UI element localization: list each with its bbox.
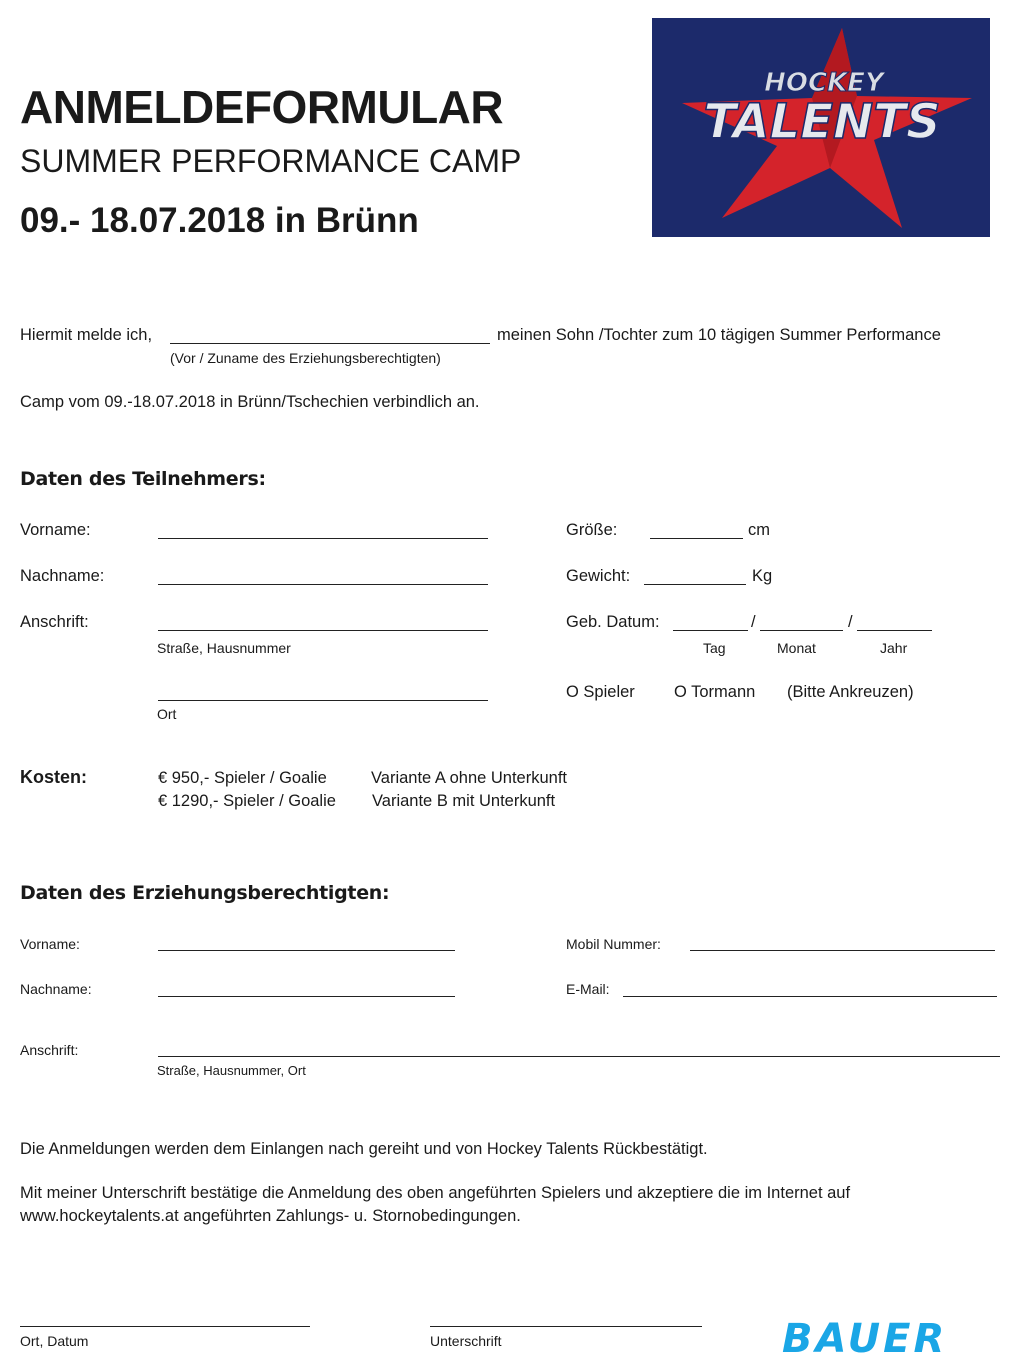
birth-label: Geb. Datum: (566, 613, 660, 631)
email-label: E-Mail: (566, 981, 610, 997)
email-field[interactable] (623, 996, 997, 997)
intro-tail: meinen Sohn /Tochter zum 10 tägigen Summer Performance (497, 326, 941, 344)
participant-street-field[interactable] (158, 630, 488, 631)
participant-firstname-label: Vorname: (20, 521, 91, 539)
guardian-heading: Daten des Erziehungsberechtigten: (20, 882, 390, 904)
note-terms-line1: Mit meiner Unterschrift bestätige die Anmeldung des oben angeführten Spielers und akzeptiere die im Internet auf (20, 1184, 851, 1202)
participant-address-label: Anschrift: (20, 613, 89, 631)
guardian-address-label: Anschrift: (20, 1042, 79, 1058)
guardian-firstname-label: Vorname: (20, 936, 80, 952)
weight-field[interactable] (644, 584, 746, 585)
signature-label: Unterschrift (430, 1333, 502, 1349)
cost-variant-b: Variante B mit Unterkunft (372, 792, 556, 810)
participant-heading: Daten des Teilnehmers: (20, 468, 266, 490)
player-option[interactable]: O Spieler (566, 683, 635, 701)
guardian-name-line[interactable] (170, 343, 490, 344)
form-title: ANMELDEFORMULAR (20, 81, 504, 133)
birth-day-field[interactable] (673, 630, 748, 631)
bauer-logo: BAUER (782, 1316, 948, 1362)
city-hint: Ort (157, 706, 177, 722)
goalie-option[interactable]: O Tormann (674, 683, 756, 701)
month-hint: Monat (777, 640, 816, 656)
signature-field[interactable] (430, 1326, 702, 1327)
place-date-field[interactable] (20, 1326, 310, 1327)
birth-sep-1: / (751, 613, 756, 631)
hockey-talents-logo (652, 18, 990, 237)
guardian-lastname-label: Nachname: (20, 981, 92, 997)
costs-label: Kosten: (20, 767, 87, 787)
intro-hint: (Vor / Zuname des Erziehungsberechtigten) (170, 350, 441, 366)
cost-price-b: € 1290,- Spieler / Goalie (158, 792, 336, 810)
note-terms-line2: www.hockeytalents.at angeführten Zahlungs- u. Stornobedingungen. (20, 1207, 521, 1225)
star-logo-icon (652, 18, 990, 237)
guardian-firstname-field[interactable] (158, 950, 455, 951)
cost-variant-a: Variante A ohne Unterkunft (371, 769, 567, 787)
logo-line1: HOCKEY (764, 68, 884, 98)
cost-price-a: € 950,- Spieler / Goalie (158, 769, 327, 787)
form-subtitle: SUMMER PERFORMANCE CAMP (20, 143, 522, 179)
guardian-address-field[interactable] (158, 1056, 1000, 1057)
weight-unit: Kg (752, 567, 773, 585)
birth-sep-2: / (848, 613, 853, 631)
mobile-label: Mobil Nummer: (566, 936, 661, 952)
guardian-address-hint: Straße, Hausnummer, Ort (157, 1063, 306, 1078)
year-hint: Jahr (880, 640, 908, 656)
logo-line2: TALENTS (703, 94, 941, 150)
mobile-field[interactable] (690, 950, 995, 951)
day-hint: Tag (703, 640, 726, 656)
height-field[interactable] (650, 538, 743, 539)
participant-city-field[interactable] (158, 700, 488, 701)
birth-month-field[interactable] (760, 630, 843, 631)
participant-firstname-field[interactable] (158, 538, 488, 539)
intro-lead: Hiermit melde ich, (20, 326, 153, 344)
guardian-lastname-field[interactable] (158, 996, 455, 997)
tick-hint: (Bitte Ankreuzen) (787, 683, 914, 701)
street-hint: Straße, Hausnummer (157, 640, 291, 656)
note-ranking: Die Anmeldungen werden dem Einlangen nach gereiht und von Hockey Talents Rückbestätigt. (20, 1140, 708, 1158)
height-unit: cm (748, 521, 770, 539)
place-date-label: Ort, Datum (20, 1333, 89, 1349)
weight-label: Gewicht: (566, 567, 631, 585)
participant-lastname-field[interactable] (158, 584, 488, 585)
birth-year-field[interactable] (857, 630, 932, 631)
date-location: 09.- 18.07.2018 in Brünn (20, 201, 419, 240)
participant-lastname-label: Nachname: (20, 567, 105, 585)
intro-line2: Camp vom 09.-18.07.2018 in Brünn/Tschechien verbindlich an. (20, 393, 480, 411)
height-label: Größe: (566, 521, 618, 539)
